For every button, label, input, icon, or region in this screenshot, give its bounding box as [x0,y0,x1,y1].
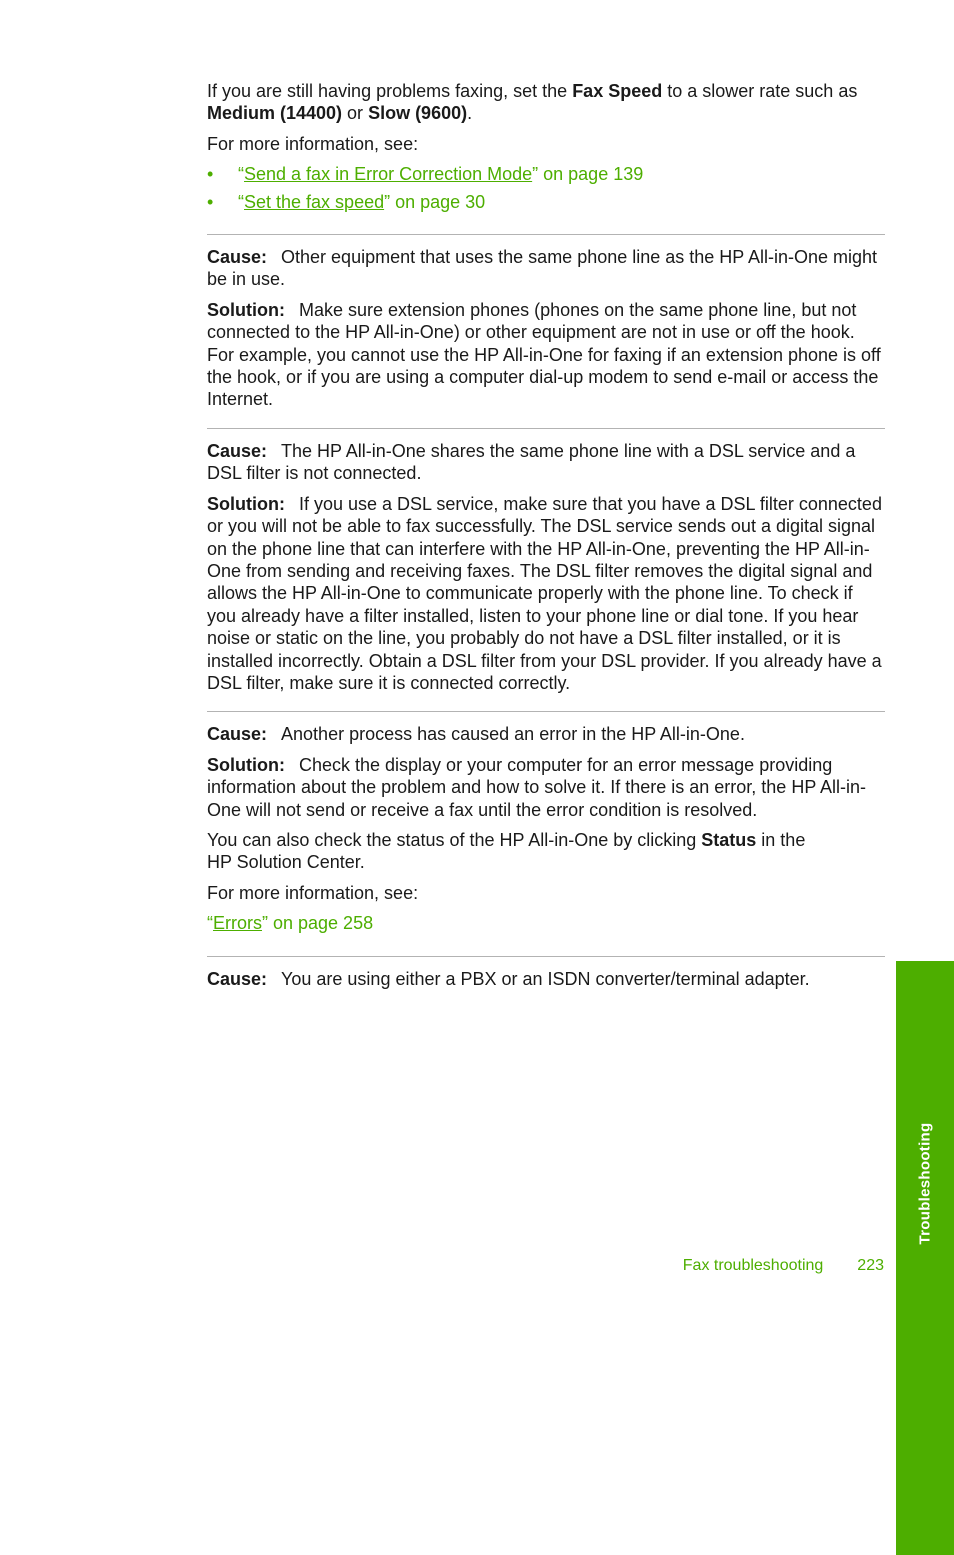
section-divider [207,234,885,235]
page-number: 223 [857,1257,884,1274]
fax-speed-paragraph [207,80,885,125]
solution-text: Check the display or your computer for an error message providing information about the problem and how to solve it. If there is an error, the HP All-in-One will not send or receive a fax until the error condition is resolved. [207,754,867,820]
link-set-fax-speed[interactable]: Set the fax speed [244,191,385,212]
cause-text: Another process has caused an error in the HP All-in-One. [281,724,745,745]
errors-reference [207,912,885,934]
chapter-tab [896,961,954,1555]
cause-label: Cause: [207,724,268,745]
status-text: You can also check the status of the HP All-in-One by clicking [207,829,702,850]
cause-paragraph [207,440,885,485]
solution-paragraph [207,299,885,411]
intro-text: to a slower rate such as [662,81,858,101]
quote-mark: “ [207,913,213,934]
solution-label: Solution: [207,493,285,514]
cause-label: Cause: [207,440,268,461]
status-text: HP Solution Center. [207,852,365,873]
chapter-tab-label: Troubleshooting [916,1122,934,1244]
cause-paragraph [207,246,885,291]
cause-text: Other equipment that uses the same phone line as the HP All-in-One might be in use. [207,247,878,290]
page-reference: ” on page 139 [532,164,644,185]
more-info-text: For more information, see: [207,882,419,903]
section-divider [207,956,885,957]
solution-text: Make sure extension phones (phones on the same phone line, but not connected to the HP All-in-One) or other equipment are not in use or off the hook. For example, you cannot use the HP All-in-One for faxing if an extension phone is off the hook, or if you are using a computer dial-up modem to send e-mail or access the Internet. [207,299,881,410]
link-error-correction-mode[interactable]: Send a fax in Error Correction Mode [244,164,533,185]
status-paragraph [207,829,885,874]
intro-text: . [467,103,473,124]
page-content [207,80,885,990]
cause-paragraph [207,723,885,745]
solution-paragraph [207,493,885,695]
footer-section-title: Fax troubleshooting [682,1257,824,1274]
intro-text: If you are still having problems faxing, set the [207,81,573,101]
slow-speed-term: Slow (9600) [368,103,468,124]
more-info-text: For more information, see: [207,133,419,154]
list-item [207,163,885,185]
page-reference: ” on page 258 [262,913,374,934]
reference-list [207,163,885,213]
page-reference: ” on page 30 [384,191,486,212]
solution-label: Solution: [207,754,285,775]
cause-label: Cause: [207,968,268,989]
solution-text: If you use a DSL service, make sure that you have a DSL filter connected or you will not be able to fax successfully. The DSL service sends out a digital signal on the phone line that can interfere with the HP All-in-One, preventing the HP All-in-One from sending and receiving faxes. The DSL filter removes the digital signal and allows the HP All-in-One to communicate properly with the phone line. To check if you already have a filter installed, listen to your phone line or dial tone. If you hear noise or static on the line, you probably do not have a DSL filter installed, or it is installed incorrectly. Obtain a DSL filter from your DSL provider. If you already have a DSL filter, make sure it is connected correctly. [207,493,882,693]
fax-speed-term: Fax Speed [572,81,663,101]
cause-label: Cause: [207,247,268,268]
section-divider [207,428,885,429]
chapter-tab-label-wrap [896,1118,954,1248]
intro-text: or [342,103,369,124]
page-footer [683,1257,884,1275]
list-item [207,191,885,213]
medium-speed-term: Medium (14400) [207,103,343,124]
quote-mark: “ [238,164,244,185]
cause-paragraph [207,968,885,990]
quote-mark: “ [238,191,244,212]
solution-paragraph [207,754,885,821]
section-divider [207,711,885,712]
cause-text: The HP All-in-One shares the same phone line with a DSL service and a DSL filter is not connected. [207,440,856,484]
cause-text: You are using either a PBX or an ISDN converter/terminal adapter. [281,968,810,989]
link-errors[interactable]: Errors [213,913,262,934]
status-text: in the [756,829,806,850]
status-term: Status [701,829,757,850]
solution-label: Solution: [207,299,285,320]
